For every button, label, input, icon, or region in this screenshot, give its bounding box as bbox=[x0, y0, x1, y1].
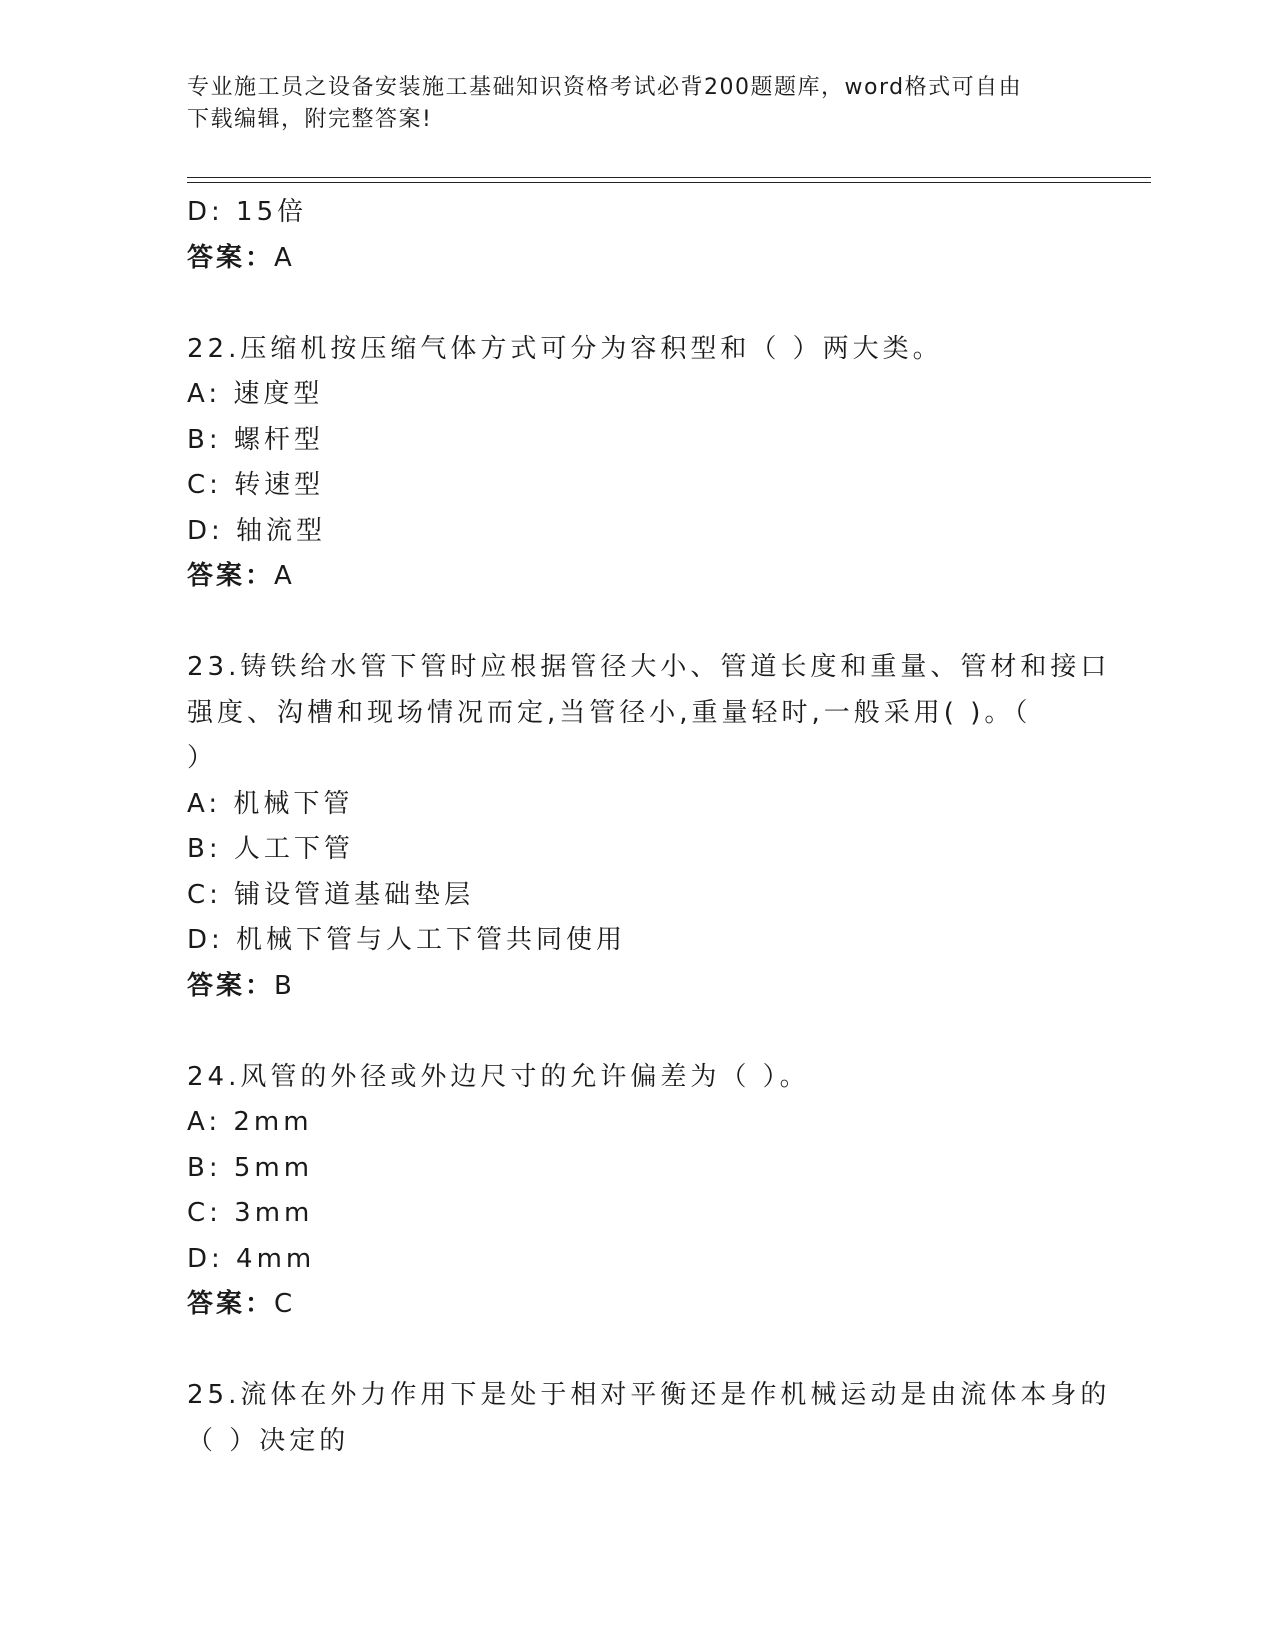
answer bbox=[187, 554, 1087, 600]
option-b: B: 螺杆型 bbox=[187, 424, 324, 455]
question-23 bbox=[187, 645, 1111, 1009]
spacer bbox=[187, 1328, 1087, 1374]
question-text-line-2: （ ）决定的 bbox=[187, 1425, 350, 1456]
header-line-1: 专业施工员之设备安装施工基础知识资格考试必背200题题库，word格式可自由 bbox=[187, 75, 1023, 100]
option-a: A: 机械下管 bbox=[187, 788, 354, 819]
spacer bbox=[187, 1009, 1087, 1055]
answer-label: 答案： bbox=[187, 970, 275, 1001]
question-text-line-2: 强度、沟槽和现场情况而定,当管径小,重量轻时,一般采用( )。（ bbox=[187, 697, 1032, 728]
question-22 bbox=[187, 327, 1087, 600]
answer-value: B bbox=[274, 970, 293, 1001]
option-d: D: 轴流型 bbox=[187, 515, 327, 546]
option-d: D: 4mm bbox=[187, 1243, 316, 1274]
option-b: B: 5mm bbox=[187, 1152, 314, 1183]
document-header bbox=[187, 72, 1067, 136]
answer-label: 答案： bbox=[187, 242, 275, 273]
question-text-line-3: ） bbox=[187, 743, 218, 773]
header-line-2: 下载编辑，附完整答案! bbox=[187, 107, 433, 132]
answer bbox=[187, 1282, 1087, 1328]
option-c: C: 转速型 bbox=[187, 470, 325, 500]
option-a: A: 2mm bbox=[187, 1107, 313, 1137]
answer-value: A bbox=[274, 242, 293, 273]
question-25 bbox=[187, 1373, 1111, 1464]
option-a: A: 速度型 bbox=[187, 379, 324, 409]
spacer bbox=[187, 600, 1087, 646]
question-text: 22.压缩机按压缩气体方式可分为容积型和（ ）两大类。 bbox=[187, 333, 943, 364]
answer-value: A bbox=[274, 561, 293, 591]
option-d: D: 机械下管与人工下管共同使用 bbox=[187, 925, 627, 955]
question-text-line-1: 25.流体在外力作用下是处于相对平衡还是作机械运动是由流体本身的 bbox=[187, 1380, 1111, 1410]
answer bbox=[187, 964, 1087, 1010]
answer bbox=[187, 236, 1087, 282]
option-d: D: 15倍 bbox=[187, 197, 308, 227]
answer-value: C bbox=[274, 1289, 294, 1319]
question-text-line-1: 23.铸铁给水管下管时应根据管径大小、管道长度和重量、管材和接口 bbox=[187, 652, 1111, 682]
option-c: C: 3mm bbox=[187, 1198, 314, 1228]
header-rule-bottom bbox=[187, 182, 1151, 183]
option-b: B: 人工下管 bbox=[187, 834, 354, 864]
answer-label: 答案： bbox=[187, 561, 275, 591]
question-24 bbox=[187, 1055, 1087, 1328]
header-rule-top bbox=[187, 177, 1151, 178]
answer-label: 答案： bbox=[187, 1289, 275, 1319]
spacer bbox=[187, 281, 1087, 327]
question-text: 24.风管的外径或外边尺寸的允许偏差为（ ）。 bbox=[187, 1061, 810, 1092]
question-content bbox=[187, 190, 1111, 1464]
option-c: C: 铺设管道基础垫层 bbox=[187, 879, 475, 910]
